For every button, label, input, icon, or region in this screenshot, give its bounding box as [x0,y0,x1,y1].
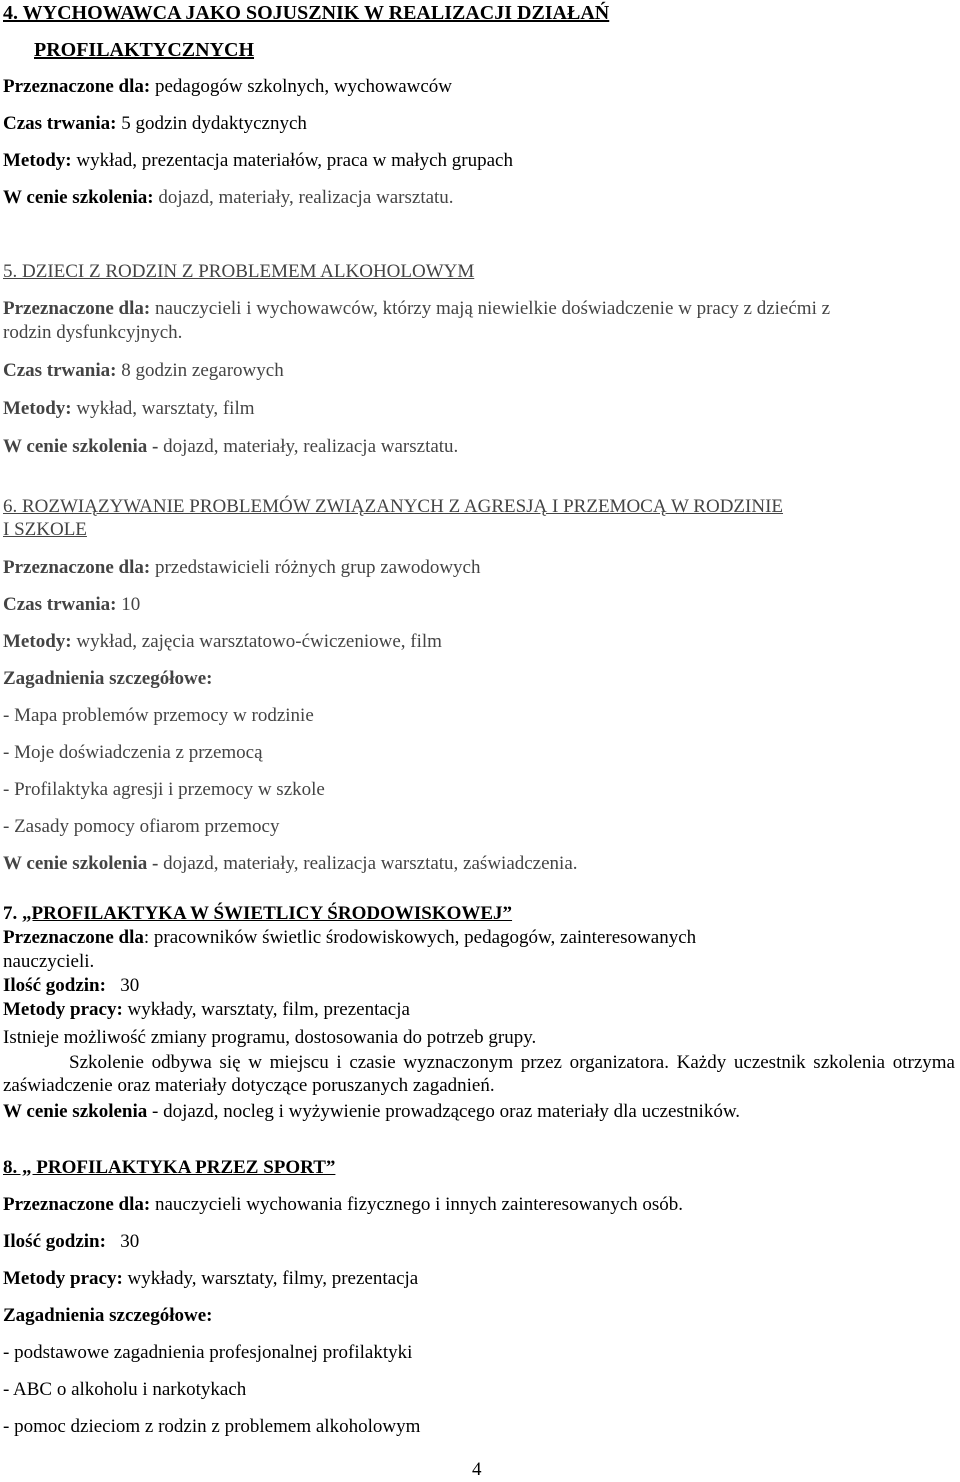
value: pedagogów szkolnych, wychowawców [150,76,453,97]
section-8-methods [3,1268,418,1290]
section-6-topic-item: - Moje doświadczenia z przemocą [3,742,263,763]
section-7-hours [3,975,139,997]
label: Czas trwania: [3,594,117,615]
section-7-number: 7. [3,903,22,924]
label: Metody pracy: [3,999,123,1020]
section-4-title-line-2: PROFILAKTYCZNYCH [34,39,255,61]
section-7-note-1: Istnieje możliwość zmiany programu, dostosowania do potrzeb grupy. [3,1027,537,1048]
value: dojazd, materiały, realizacja warsztatu. [153,187,454,208]
label: Czas trwania: [3,113,117,134]
label: Ilość godzin: [3,1231,106,1252]
section-4-title-line-1: 4. WYCHOWAWCA JAKO SOJUSZNIK W REALIZACJI DZIAŁAŃ [3,2,610,24]
label: Ilość godzin: [3,975,106,996]
label: Przeznaczone dla: [3,76,151,97]
label: Czas trwania: [3,360,117,381]
label: W cenie szkolenia: [3,187,154,208]
value: nauczycieli i wychowawców, którzy mają niewielkie doświadczenie w pracy z dziećmi z [150,298,831,319]
label: W cenie szkolenia - [3,436,159,457]
value: przedstawicieli różnych grup zawodowych [150,557,481,578]
page-number: 4 [472,1459,482,1480]
section-4-methods [3,150,513,172]
section-6-topic-item: - Mapa problemów przemocy w rodzinie [3,705,314,726]
value: wykłady, warsztaty, filmy, prezentacja [122,1268,419,1289]
section-5-methods [3,398,255,420]
section-5-audience-line-1 [3,298,830,320]
value: 30 [105,975,140,996]
value: wykłady, warsztaty, film, prezentacja [122,999,410,1020]
label: W cenie szkolenia [3,1101,148,1122]
section-4-duration [3,113,307,135]
section-6-title-line-1: 6. ROZWIĄZYWANIE PROBLEMÓW ZWIĄZANYCH Z AGRESJĄ I PRZEMOCĄ W RODZINIE [3,496,784,517]
section-4-price [3,187,454,209]
section-5-title: 5. DZIECI Z RODZIN Z PROBLEMEM ALKOHOLOWYM [3,261,475,282]
section-8-title: 8. „ PROFILAKTYKA PRZEZ SPORT” [3,1157,336,1178]
value: wykład, warsztaty, film [71,398,255,419]
section-7-audience-line-2: nauczycieli. [3,951,95,972]
label: Metody pracy: [3,1268,123,1289]
section-8-hours [3,1231,139,1253]
section-7-title [3,903,512,925]
label: Przeznaczone dla: [3,557,151,578]
label: Przeznaczone dla [3,927,144,948]
section-7-note-2: Szkolenie odbywa się w miejscu i czasie wyznaczonym przez organizatora. Każdy uczestnik szkolenia otrzyma zaświadczenie oraz materiały dotyczące poruszanych zagadnień. [3,1052,955,1096]
value: dojazd, materiały, realizacja warsztatu, zaświadczenia. [158,853,578,874]
section-8-audience [3,1194,683,1216]
value: 30 [105,1231,140,1252]
section-5-duration [3,360,284,382]
section-8-topic-item: - pomoc dzieciom z rodzin z problemem alkoholowym [3,1416,421,1437]
section-7-methods [3,999,410,1021]
value: 8 godzin zegarowych [116,360,284,381]
section-8-topic-item: - ABC o alkoholu i narkotykach [3,1379,247,1400]
label: Przeznaczone dla: [3,298,151,319]
label: Metody: [3,150,72,171]
section-7-price [3,1101,740,1123]
section-4-audience [3,76,452,98]
section-6-topics-label: Zagadnienia szczegółowe: [3,668,213,689]
label: Przeznaczone dla: [3,1194,151,1215]
value: dojazd, materiały, realizacja warsztatu. [158,436,459,457]
section-7-audience-line-1 [3,927,696,949]
section-5-audience-line-2: rodzin dysfunkcyjnych. [3,322,183,343]
section-6-topic-item: - Zasady pomocy ofiarom przemocy [3,816,280,837]
section-6-duration [3,594,140,616]
section-5-price [3,436,458,458]
value: wykład, zajęcia warsztatowo-ćwiczeniowe, film [71,631,442,652]
value: nauczycieli wychowania fizycznego i innych zainteresowanych osób. [150,1194,684,1215]
section-6-methods [3,631,442,653]
section-8-topic-item: - podstawowe zagadnienia profesjonalnej profilaktyki [3,1342,413,1363]
value: - dojazd, nocleg i wyżywienie prowadzącego oraz materiały dla uczestników. [147,1101,741,1122]
value: : pracowników świetlic środowiskowych, pedagogów, zainteresowanych [143,927,697,948]
value: 5 godzin dydaktycznych [116,113,307,134]
label: Metody: [3,631,72,652]
section-6-title-line-2: I SZKOLE [3,519,87,540]
section-7-name: „PROFILAKTYKA W ŚWIETLICY ŚRODOWISKOWEJ” [22,903,513,924]
section-8-topics-label: Zagadnienia szczegółowe: [3,1305,213,1326]
value: wykład, prezentacja materiałów, praca w małych grupach [71,150,513,171]
value: 10 [116,594,141,615]
section-6-audience [3,557,480,579]
label: W cenie szkolenia - [3,853,159,874]
label: Metody: [3,398,72,419]
section-6-topic-item: - Profilaktyka agresji i przemocy w szkole [3,779,325,800]
section-6-price [3,853,578,875]
